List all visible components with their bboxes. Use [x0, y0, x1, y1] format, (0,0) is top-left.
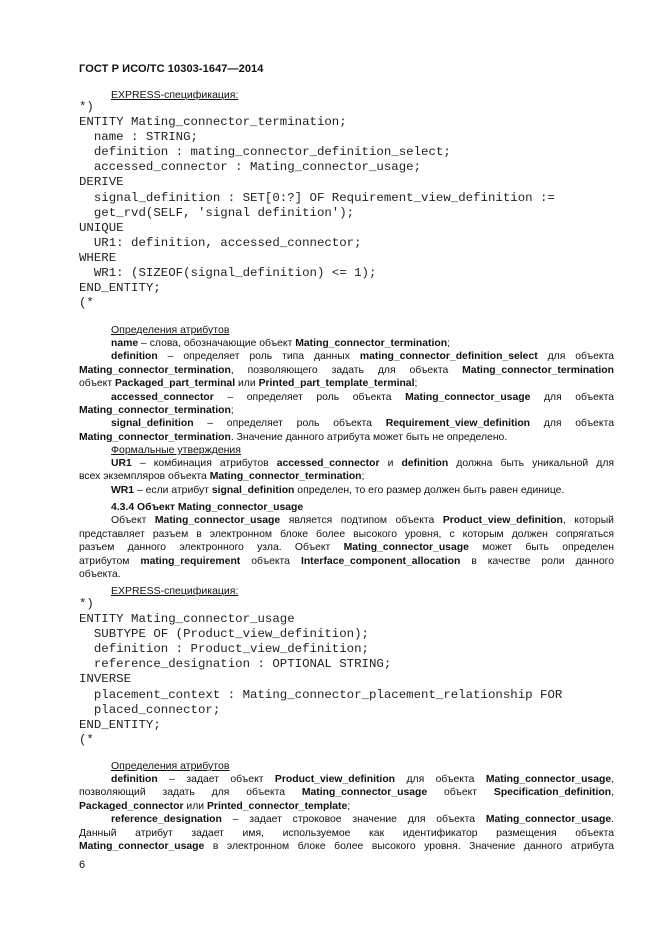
express-spec-label-2: EXPRESS-спецификация: — [111, 585, 239, 597]
attribute-definitions-label-2: Определения атрибутов — [111, 760, 230, 772]
code-line: definition : Product_view_definition; — [79, 642, 369, 657]
express-code-block-2 — [79, 597, 562, 748]
page-number: 6 — [79, 859, 86, 871]
section-paragraph-line: представляет разъем в электронном блоке более высокого уровня, с которым должен сопрягаться — [79, 528, 614, 540]
def2-reference-designation-cont2: Mating_connector_usage в электронном блоке более высокого уровня. Значение данного атрибута — [79, 841, 614, 853]
section-heading: 4.3.4 Объект Mating_connector_usage — [111, 502, 304, 513]
rule-wr1: WR1 – если атрибут signal_definition определен, то его размер должен быть равен единице. — [111, 484, 565, 496]
def2-reference-designation: reference_designation – задает строковое значение для объекта Mating_connector_usage. — [111, 814, 614, 826]
attribute-definitions-label: Определения атрибутов — [111, 324, 230, 336]
code-line: WHERE — [79, 250, 117, 265]
formal-propositions-label: Формальные утверждения — [111, 444, 241, 456]
code-line: signal_definition : SET[0:?] OF Requirement_view_definition := — [79, 190, 555, 205]
code-line: placement_context : Mating_connector_placement_relationship FOR — [79, 687, 563, 702]
def2-definition: definition – задает объект Product_view_definition для объекта Mating_connector_usage, — [111, 774, 614, 785]
code-line: get_rvd(SELF, 'signal definition'); — [79, 205, 355, 220]
code-line: *) — [79, 100, 94, 114]
express-code-block — [79, 100, 555, 311]
code-line: *) — [79, 597, 94, 611]
code-line: UR1: definition, accessed_connector; — [79, 235, 362, 250]
attribute-definitions-text — [79, 337, 614, 444]
section-paragraph-line: атрибутом mating_requirement объекта Interface_component_allocation в качестве роли данного — [79, 555, 615, 567]
def-accessed-connector-cont: Mating_connector_termination; — [79, 405, 234, 417]
code-line: accessed_connector : Mating_connector_usage; — [79, 160, 422, 175]
rule-ur1-cont: всех экземпляров объекта Mating_connector_termination; — [79, 471, 365, 483]
document-header: ГОСТ Р ИСО/ТС 10303-1647—2014 — [79, 63, 264, 75]
def-definition: definition – определяет роль типа данных mating_connector_definition_select для объекта — [111, 351, 614, 363]
code-line: UNIQUE — [79, 220, 124, 235]
def-signal-definition: signal_definition – определяет роль объекта Requirement_view_definition для объекта — [111, 418, 614, 430]
code-line: (* — [79, 296, 94, 311]
def-accessed-connector: accessed_connector – определяет роль объекта Mating_connector_usage для объекта — [111, 391, 614, 403]
def-definition-cont2: объект Packaged_part_terminal или Printed_part_template_terminal; — [79, 378, 418, 390]
code-line: END_ENTITY; — [79, 281, 161, 296]
code-line: (* — [79, 732, 94, 747]
section-paragraph-line: разъем данного электронного узла. Объект Mating_connector_usage может быть определен — [79, 542, 615, 554]
rule-ur1: UR1 – комбинация атрибутов accessed_connector и definition должна быть уникальной для — [111, 458, 615, 469]
def2-reference-designation-cont: Данный атрибут задает имя, используемое как идентификатор размещения объекта — [79, 827, 614, 839]
code-line: name : STRING; — [79, 130, 198, 145]
code-line: definition : mating_connector_definition_select; — [79, 145, 451, 160]
section-4-3-4 — [79, 501, 614, 581]
code-line: END_ENTITY; — [79, 717, 161, 732]
code-line: placed_connector; — [79, 702, 221, 717]
code-line: DERIVE — [79, 175, 124, 190]
code-line: SUBTYPE OF (Product_view_definition); — [79, 627, 369, 642]
def2-definition-cont2: Packaged_connector или Printed_connector_template; — [79, 800, 351, 812]
code-line: WR1: (SIZEOF(signal_definition) <= 1); — [79, 266, 377, 281]
def-name: name – слова, обозначающие объект Mating_connector_termination; — [111, 338, 450, 349]
section-paragraph-line: объекта. — [79, 569, 121, 581]
attribute-definitions-text-2 — [79, 773, 614, 853]
def2-definition-cont: позволяющий задать для объекта Mating_connector_usage объект Specification_definition, — [79, 787, 614, 799]
def-definition-cont: Mating_connector_termination, позволяющего задать для объекта Mating_connector_termination — [79, 364, 614, 376]
def-signal-definition-cont: Mating_connector_termination. Значение данного атрибута может быть не определено. — [79, 431, 508, 443]
express-spec-label: EXPRESS-спецификация: — [111, 89, 239, 101]
section-paragraph: Объект Mating_connector_usage является подтипом объекта Product_view_definition, который — [111, 515, 614, 527]
code-line: INVERSE — [79, 672, 132, 687]
code-line: ENTITY Mating_connector_termination; — [79, 115, 347, 130]
formal-propositions-text — [79, 457, 614, 497]
code-line: reference_designation : OPTIONAL STRING; — [79, 657, 392, 672]
code-line: ENTITY Mating_connector_usage — [79, 612, 295, 627]
